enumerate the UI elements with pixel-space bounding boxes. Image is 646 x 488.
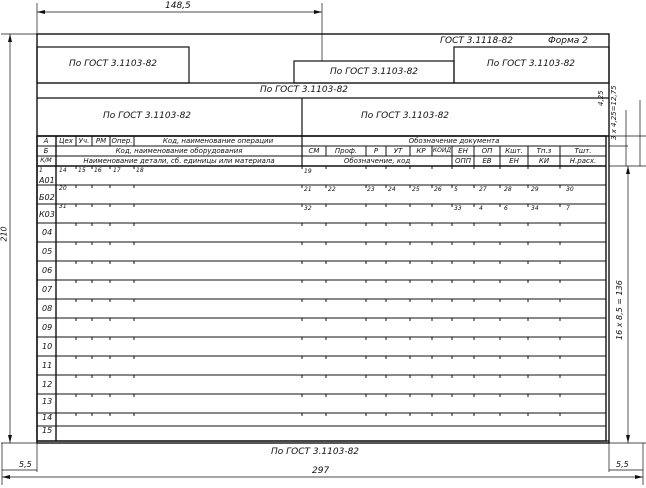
field-number: 29	[531, 186, 539, 193]
dim-header-row: 4,25	[597, 90, 605, 106]
hdr-A: А	[43, 137, 49, 145]
ref-text-top-right: По ГОСТ 3.1103-82	[486, 59, 576, 69]
hdr-op: ОП	[481, 147, 493, 155]
row-label: 08	[42, 304, 53, 313]
field-number: 24	[388, 186, 396, 193]
row-label: 06	[42, 266, 53, 275]
field-number: 19	[304, 168, 312, 175]
dim-body-rows: 16 х 8,5 = 136	[615, 280, 624, 340]
row-label: 13	[42, 397, 53, 406]
row-label: 09	[42, 323, 53, 332]
field-number: 14	[59, 167, 67, 174]
hdr-tsht: Тшт.	[574, 147, 592, 155]
sheet-border	[37, 34, 609, 443]
hdr-r: Р	[373, 147, 379, 155]
hdr-kr: КР	[416, 147, 426, 155]
row-label: 05	[42, 247, 53, 256]
dim-top-width: 148,5	[165, 1, 191, 11]
field-number: 18	[136, 167, 144, 174]
row-label: 15	[42, 426, 53, 435]
hdr-oboz-kod: Обозначение, код	[343, 157, 411, 165]
hdr-n-rash: Н.расх.	[569, 157, 597, 165]
dim-total-width: 297	[312, 466, 330, 476]
row-label: 11	[42, 361, 53, 370]
row-label: А01	[39, 176, 55, 185]
row-label: 14	[42, 413, 53, 422]
ref-text-right-block: По ГОСТ 3.1103-82	[360, 111, 450, 121]
hdr-opp: ОПП	[454, 157, 472, 165]
dim-total-height: 210	[0, 226, 9, 242]
hdr-ev: ЕВ	[482, 157, 492, 165]
field-number: 32	[304, 205, 312, 212]
hdr-en3: ЕН	[509, 157, 519, 165]
hdr-kod-oper: Код, наименование операции	[162, 137, 274, 145]
row-label: Б02	[39, 193, 55, 202]
field-number: 28	[504, 186, 512, 193]
ref-text-top-mid: По ГОСТ 3.1103-82	[329, 67, 419, 77]
ref-text-bottom: По ГОСТ 3.1103-82	[270, 447, 360, 457]
hdr-prof: Проф.	[334, 147, 358, 155]
dim-header-rows: 3 х 4,25=12,75	[610, 85, 618, 140]
hdr-ksht: Кшт.	[505, 147, 523, 155]
field-number: 22	[328, 186, 336, 193]
main-table	[37, 136, 606, 441]
field-number: 15	[78, 167, 86, 174]
row-label: 07	[42, 285, 53, 294]
field-number: 23	[367, 186, 375, 193]
field-number: 21	[304, 186, 312, 193]
hdr-oboz-doc: Обозначение документа	[408, 137, 500, 145]
ref-text-left-block: По ГОСТ 3.1103-82	[102, 111, 192, 121]
row1-marker: 1	[39, 167, 43, 174]
field-number: 7	[566, 205, 570, 212]
ref-text-strip: По ГОСТ 3.1103-82	[259, 85, 349, 95]
hdr-kod-oborud: Код, наименование оборудования	[115, 147, 243, 155]
hdr-en: ЕН	[458, 147, 468, 155]
field-number: 27	[479, 186, 487, 193]
ref-text-top-left: По ГОСТ 3.1103-82	[68, 59, 158, 69]
row-label: 10	[42, 342, 53, 351]
field-number: 31	[59, 203, 67, 210]
body-row-lines	[37, 185, 606, 426]
field-number: 6	[504, 205, 508, 212]
form-label: Форма 2	[548, 36, 588, 46]
hdr-koid: КОИД	[432, 147, 452, 154]
body-tick-marks	[76, 166, 560, 426]
field-number: 17	[113, 167, 121, 174]
hdr-sm: СМ	[308, 147, 320, 155]
row-label: 12	[42, 380, 53, 389]
hdr-uch: Уч.	[78, 137, 90, 145]
hdr-oper: Опер.	[111, 137, 133, 145]
field-number: 4	[479, 205, 483, 212]
field-number: 25	[412, 186, 420, 193]
hdr-ut: УТ	[393, 147, 403, 155]
dim-right-margin: 5,5	[616, 460, 629, 469]
field-number: 34	[531, 205, 539, 212]
field-number: 26	[434, 186, 442, 193]
field-number: 5	[454, 186, 458, 193]
row-label: К03	[39, 210, 55, 219]
hdr-naim-detal: Наименование детали, сб. единицы или материала	[83, 157, 275, 165]
field-number: 33	[454, 205, 462, 212]
field-number: 16	[94, 167, 102, 174]
hdr-B: Б	[43, 147, 49, 155]
dim-left-margin: 5,5	[19, 460, 32, 469]
hdr-tsekh: Цех	[59, 137, 73, 145]
form-standard: ГОСТ 3.1118-82	[440, 36, 513, 46]
hdr-tpz: Тп.з	[536, 147, 552, 155]
hdr-km: К/М	[40, 157, 52, 164]
hdr-rm: РМ	[95, 137, 107, 145]
field-number: 20	[59, 185, 67, 192]
hdr-ki: КИ	[538, 157, 550, 165]
row-label: 04	[42, 228, 53, 237]
field-number: 30	[566, 186, 574, 193]
